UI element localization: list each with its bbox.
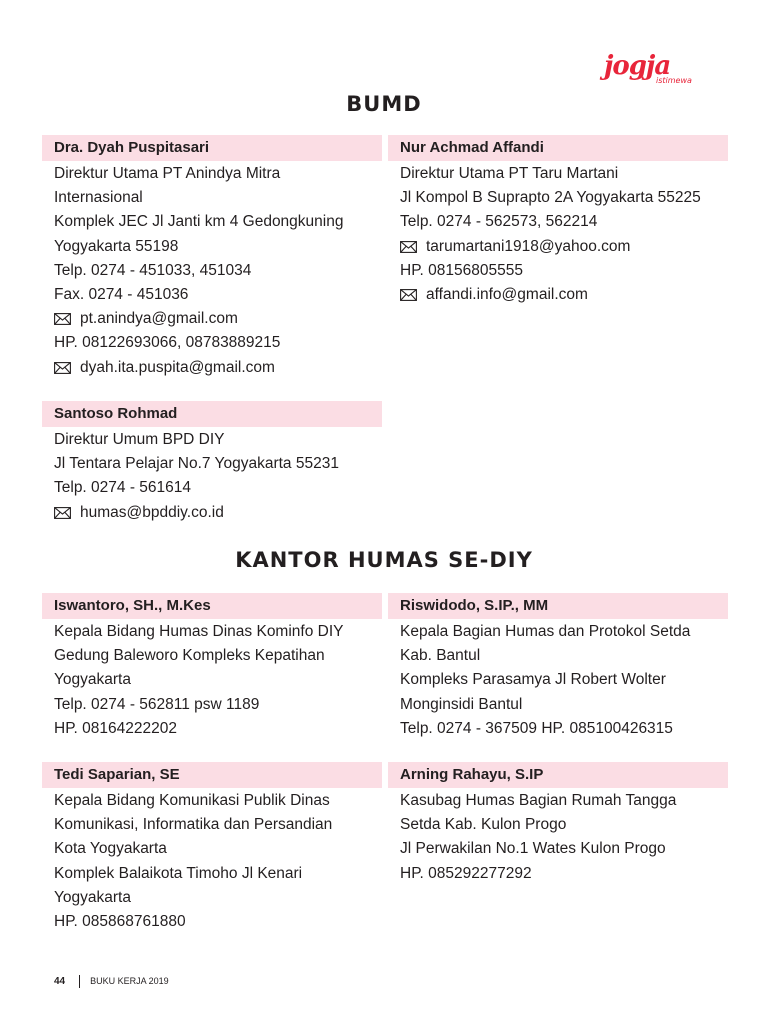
contact-name: Riswidodo, S.IP., MM (388, 593, 728, 619)
contact-detail-line: Telp. 0274 - 562811 psw 1189 (54, 695, 260, 713)
contact-detail-line: Kompleks Parasamya Jl Robert Wolter (400, 671, 666, 689)
contact-detail-line: Monginsidi Bantul (400, 695, 523, 713)
contact-detail-line: HP. 085868761880 (54, 913, 186, 931)
contact-detail-line: HP. 08122693066, 08783889215 (54, 334, 281, 352)
contact-detail-line: Komplek Balaikota Timoho Jl Kenari (54, 864, 303, 882)
contact-card (42, 135, 382, 380)
contact-name: Arning Rahayu, S.IP (388, 762, 728, 788)
contact-detail-line: Telp. 0274 - 561614 (54, 479, 192, 497)
email-address[interactable]: tarumartani1918@yahoo.com (426, 237, 631, 255)
contact-detail-line: Jl Kompol B Suprapto 2A Yogyakarta 55225 (400, 189, 701, 207)
contact-detail-line: Direktur Umum BPD DIY (54, 431, 225, 448)
contact-detail-line: Komplek JEC Jl Janti km 4 Gedongkuning (54, 213, 344, 231)
page-footer (54, 974, 169, 988)
logo-tagline: istimewa (656, 76, 692, 85)
contact-detail-line: HP. 08164222202 (54, 719, 177, 737)
logo-wordmark: jogja (604, 51, 671, 81)
contact-name: Tedi Saparian, SE (42, 762, 382, 788)
email-line (400, 283, 728, 307)
contact-detail-line: HP. 08156805555 (400, 261, 523, 279)
email-line (54, 356, 382, 380)
contact-detail-line: Yogyakarta 55198 (54, 237, 179, 255)
email-address[interactable]: pt.anindya@gmail.com (80, 310, 238, 328)
envelope-icon (54, 507, 71, 519)
envelope-icon (54, 313, 71, 325)
section-title-kantor-humas: KANTOR HUMAS SE-DIY (235, 548, 533, 572)
contact-details (388, 788, 728, 886)
contact-name: Nur Achmad Affandi (388, 135, 728, 161)
contact-detail-line: Kepala Bagian Humas dan Protokol Setda (400, 623, 691, 640)
contact-detail-line: Direktur Utama PT Taru Martani (400, 165, 619, 182)
contact-detail-line: Kota Yogyakarta (54, 840, 167, 858)
contact-card (42, 762, 382, 934)
contact-details (42, 788, 382, 934)
contact-detail-line: Kepala Bidang Humas Dinas Kominfo DIY (54, 623, 344, 640)
contact-detail-line: Yogyakarta (54, 671, 131, 689)
contact-detail-line: Setda Kab. Kulon Progo (400, 816, 567, 834)
contact-detail-line: Fax. 0274 - 451036 (54, 286, 189, 304)
contact-details (388, 161, 728, 307)
contact-details (42, 161, 382, 380)
page-number: 44 (54, 975, 66, 987)
contact-details (42, 427, 382, 525)
email-address[interactable]: affandi.info@gmail.com (426, 286, 588, 304)
contact-detail-line: Gedung Baleworo Kompleks Kepatihan (54, 647, 325, 665)
contact-detail-line: Kasubag Humas Bagian Rumah Tangga (400, 792, 677, 809)
contact-card (388, 593, 728, 741)
contact-detail-line: Internasional (54, 189, 143, 207)
contact-card (42, 401, 382, 525)
contact-detail-line: Kab. Bantul (400, 647, 481, 665)
footer-divider (79, 975, 80, 988)
envelope-icon (400, 241, 417, 253)
contact-name: Dra. Dyah Puspitasari (42, 135, 382, 161)
contact-detail-line: Komunikasi, Informatika dan Persandian (54, 816, 333, 834)
publication-title: BUKU KERJA 2019 (90, 976, 169, 986)
email-line (400, 235, 728, 259)
email-line (54, 307, 382, 331)
contact-detail-line: Direktur Utama PT Anindya Mitra (54, 165, 281, 182)
contact-card (388, 762, 728, 886)
contact-detail-line: Jl Perwakilan No.1 Wates Kulon Progo (400, 840, 666, 858)
contact-name: Santoso Rohmad (42, 401, 382, 427)
contact-detail-line: Telp. 0274 - 451033, 451034 (54, 261, 252, 279)
jogja-istimewa-logo (604, 52, 704, 92)
contact-detail-line: Kepala Bidang Komunikasi Publik Dinas (54, 792, 330, 809)
email-line (54, 501, 382, 525)
contact-details (388, 619, 728, 741)
contact-card (42, 593, 382, 741)
contact-details (42, 619, 382, 741)
envelope-icon (54, 362, 71, 374)
contact-detail-line: Yogyakarta (54, 888, 131, 906)
contact-name: Iswantoro, SH., M.Kes (42, 593, 382, 619)
contact-detail-line: Jl Tentara Pelajar No.7 Yogyakarta 55231 (54, 455, 339, 473)
contact-card (388, 135, 728, 307)
contact-detail-line: Telp. 0274 - 367509 HP. 085100426315 (400, 719, 673, 737)
section-title-bumd: BUMD (346, 92, 422, 116)
envelope-icon (400, 289, 417, 301)
email-address[interactable]: dyah.ita.puspita@gmail.com (80, 358, 275, 376)
contact-detail-line: HP. 085292277292 (400, 864, 532, 882)
contact-detail-line: Telp. 0274 - 562573, 562214 (400, 213, 598, 231)
email-address[interactable]: humas@bpddiy.co.id (80, 503, 224, 521)
